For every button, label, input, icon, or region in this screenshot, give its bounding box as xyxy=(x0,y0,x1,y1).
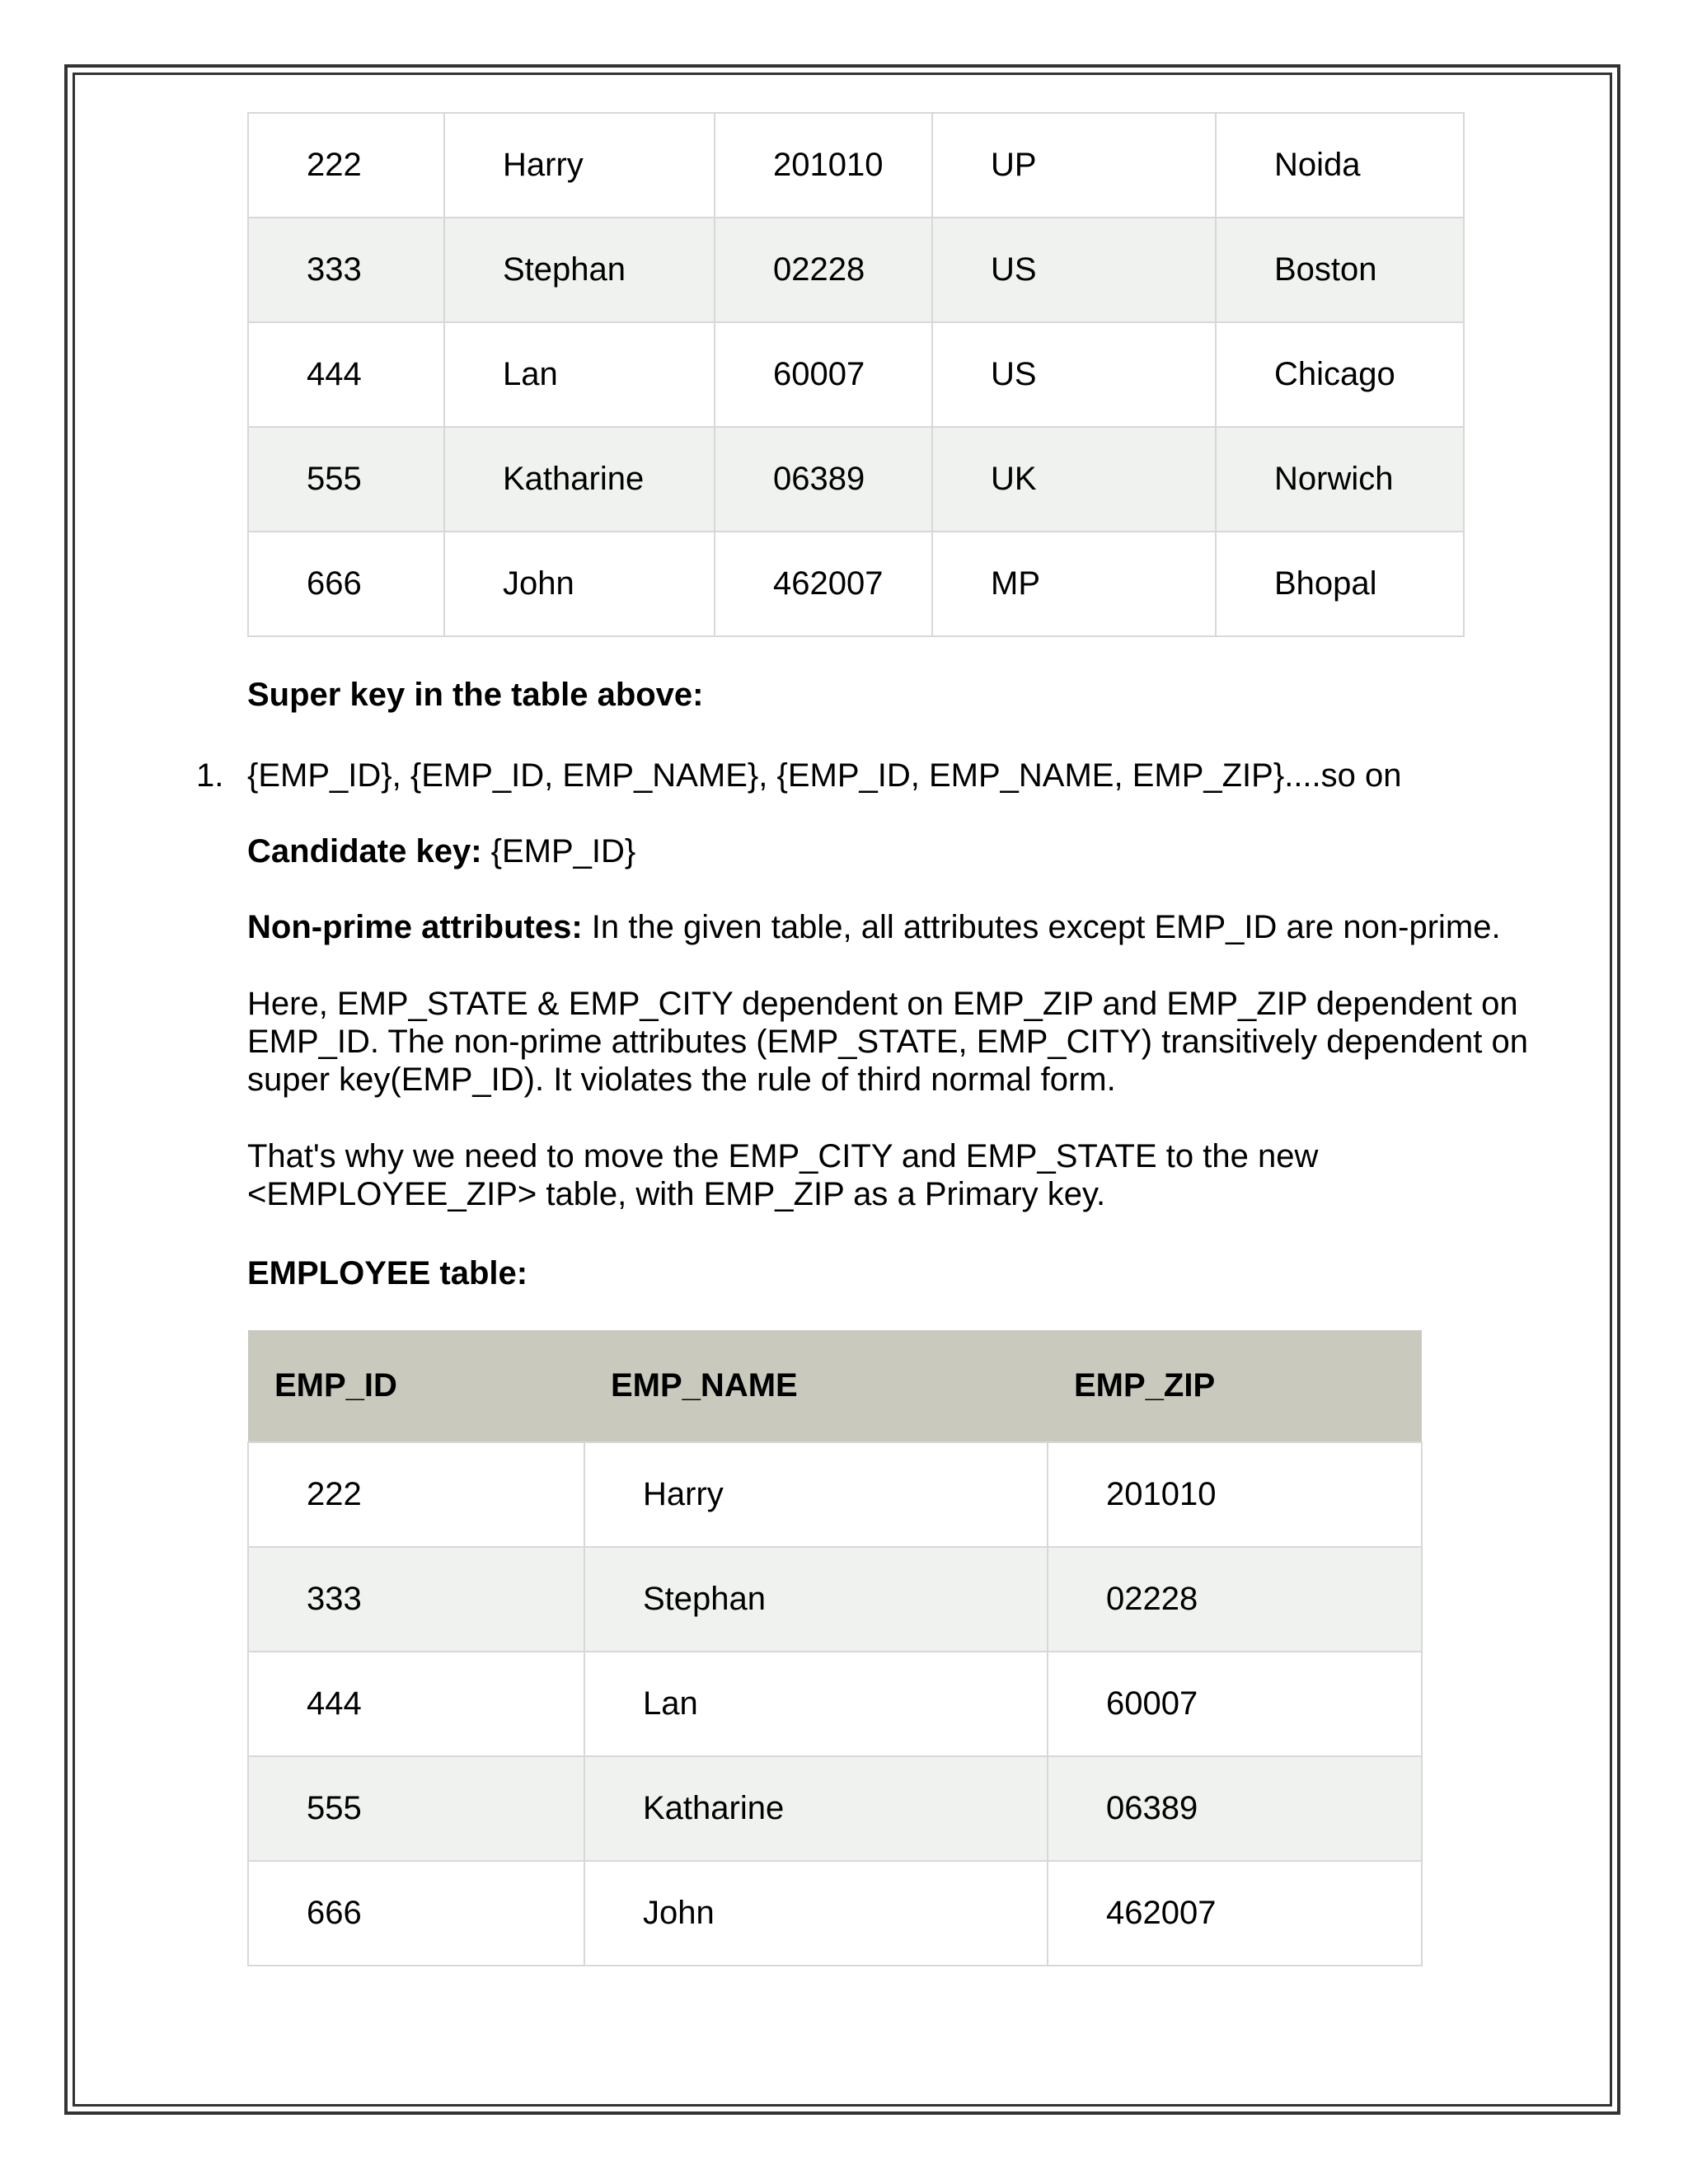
table-cell: Harry xyxy=(584,1442,1048,1547)
table-cell: Lan xyxy=(584,1652,1048,1756)
table-cell: 333 xyxy=(248,1547,584,1652)
table-cell: Stephan xyxy=(444,218,715,322)
table-cell: 444 xyxy=(248,1652,584,1756)
table-cell: Harry xyxy=(444,113,715,218)
super-key-heading: Super key in the table above: xyxy=(247,677,704,713)
table-cell: Katharine xyxy=(584,1756,1048,1861)
table-cell: 06389 xyxy=(1048,1756,1422,1861)
table-row xyxy=(248,1442,1422,1547)
candidate-key-value: {EMP_ID} xyxy=(481,833,636,869)
table-row xyxy=(248,427,1464,532)
move-columns-paragraph: That's why we need to move the EMP_CITY and EMP_STATE to the new <EMPLOYEE_ZIP> table, with EMP_ZIP as a Primary key. xyxy=(247,1138,1319,1212)
table-cell: 555 xyxy=(248,1756,584,1861)
table-cell: Norwich xyxy=(1216,427,1464,532)
table-cell: John xyxy=(584,1861,1048,1966)
table-header-row xyxy=(248,1330,1422,1442)
employee-detail-table xyxy=(247,112,1465,637)
table-cell: UP xyxy=(932,113,1216,218)
table-cell: 222 xyxy=(248,1442,584,1547)
table-cell: 333 xyxy=(248,218,444,322)
table-cell: 444 xyxy=(248,322,444,427)
table-cell: Boston xyxy=(1216,218,1464,322)
transitive-dependency-paragraph: Here, EMP_STATE & EMP_CITY dependent on EMP_ZIP and EMP_ZIP dependent on EMP_ID. The non-prime attributes (EMP_STATE, EMP_CITY) transitively dependent on super key(EMP_ID). It violates the rule of third normal form. xyxy=(247,986,1528,1098)
table-cell: Chicago xyxy=(1216,322,1464,427)
table-row xyxy=(248,218,1464,322)
column-header-emp-zip: EMP_ZIP xyxy=(1048,1330,1422,1442)
list-number: 1. xyxy=(196,757,224,794)
table-cell: John xyxy=(444,532,715,636)
table-cell: 60007 xyxy=(1048,1652,1422,1756)
column-header-emp-id: EMP_ID xyxy=(248,1330,584,1442)
table-cell: 60007 xyxy=(715,322,932,427)
employee-table xyxy=(247,1330,1423,1966)
table-row xyxy=(248,1547,1422,1652)
table-cell: 666 xyxy=(248,1861,584,1966)
table-cell: 06389 xyxy=(715,427,932,532)
table-cell: Noida xyxy=(1216,113,1464,218)
table-cell: 201010 xyxy=(1048,1442,1422,1547)
table-cell: 02228 xyxy=(1048,1547,1422,1652)
table-cell: US xyxy=(932,322,1216,427)
table-cell: 555 xyxy=(248,427,444,532)
table-row xyxy=(248,532,1464,636)
table-row xyxy=(248,113,1464,218)
table-row xyxy=(248,1861,1422,1966)
table-row xyxy=(248,1652,1422,1756)
non-prime-value: In the given table, all attributes except EMP_ID are non-prime. xyxy=(582,909,1501,945)
table-cell: US xyxy=(932,218,1216,322)
table-cell: MP xyxy=(932,532,1216,636)
non-prime-line xyxy=(247,908,1550,946)
candidate-key-label: Candidate key: xyxy=(247,833,482,869)
table-cell: 666 xyxy=(248,532,444,636)
non-prime-label: Non-prime attributes: xyxy=(247,909,583,945)
table-cell: Bhopal xyxy=(1216,532,1464,636)
table-cell: 222 xyxy=(248,113,444,218)
table-cell: Lan xyxy=(444,322,715,427)
table-cell: 462007 xyxy=(1048,1861,1422,1966)
candidate-key-line xyxy=(247,832,635,870)
table-row xyxy=(248,1756,1422,1861)
table-cell: Katharine xyxy=(444,427,715,532)
list-item-text: {EMP_ID}, {EMP_ID, EMP_NAME}, {EMP_ID, EMP_NAME, EMP_ZIP}....so on xyxy=(247,757,1402,794)
table-cell: 462007 xyxy=(715,532,932,636)
table-cell: 02228 xyxy=(715,218,932,322)
table-cell: Stephan xyxy=(584,1547,1048,1652)
table-cell: 201010 xyxy=(715,113,932,218)
employee-table-heading: EMPLOYEE table: xyxy=(247,1255,528,1291)
table-cell: UK xyxy=(932,427,1216,532)
column-header-emp-name: EMP_NAME xyxy=(584,1330,1048,1442)
table-row xyxy=(248,322,1464,427)
